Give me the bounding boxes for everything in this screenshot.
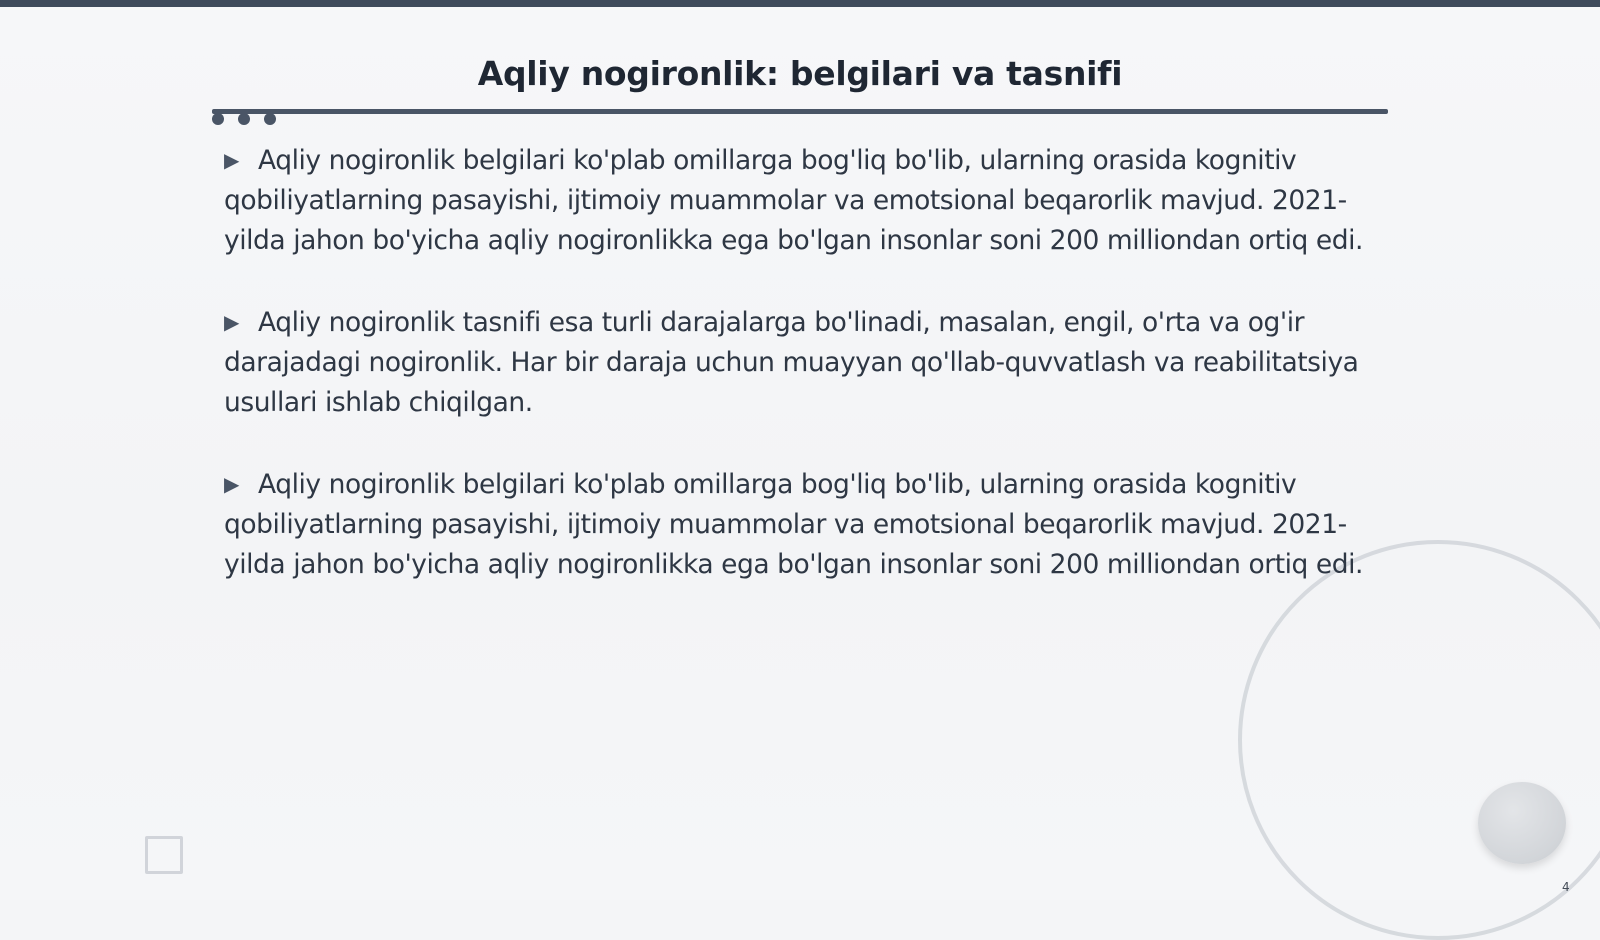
title-underline [212,109,1388,114]
slide-body [224,140,1374,626]
slide-title: Aqliy nogironlik: belgilari va tasnifi [477,54,1123,93]
decorative-circle [1478,782,1566,864]
title-dot [238,113,250,125]
title-dot [264,113,276,125]
decorative-square [145,836,183,874]
bullet-text: Aqliy nogironlik tasnifi esa turli darajalarga bo'linadi, masalan, engil, o'rta va og'ir darajadagi nogironlik. Har bir daraja uchun muayyan qo'llab-quvvatlash va reabilitatsiya usullari ishlab chiqilgan. [224,307,1359,418]
triangle-right-icon: ▶ [224,310,239,334]
triangle-right-icon: ▶ [224,472,239,496]
bullet-item [224,464,1374,585]
bullet-item [224,302,1374,423]
triangle-right-icon: ▶ [224,148,239,172]
bullet-text: Aqliy nogironlik belgilari ko'plab omillarga bog'liq bo'lib, ularning orasida kognitiv qobiliyatlarning pasayishi, ijtimoiy muammolar va emotsional beqarorlik mavjud. 2021-yilda jahon bo'yicha aqliy nogironlikka ega bo'lgan insonlar soni 200 milliondan ortiq edi. [224,469,1363,580]
page-number: 4 [1562,880,1570,894]
bullet-item [224,140,1374,261]
title-dot [212,113,224,125]
bullet-text: Aqliy nogironlik belgilari ko'plab omillarga bog'liq bo'lib, ularning orasida kognitiv qobiliyatlarning pasayishi, ijtimoiy muammolar va emotsional beqarorlik mavjud. 2021-yilda jahon bo'yicha aqliy nogironlikka ega bo'lgan insonlar soni 200 milliondan ortiq edi. [224,145,1363,256]
top-accent-bar [0,0,1600,7]
